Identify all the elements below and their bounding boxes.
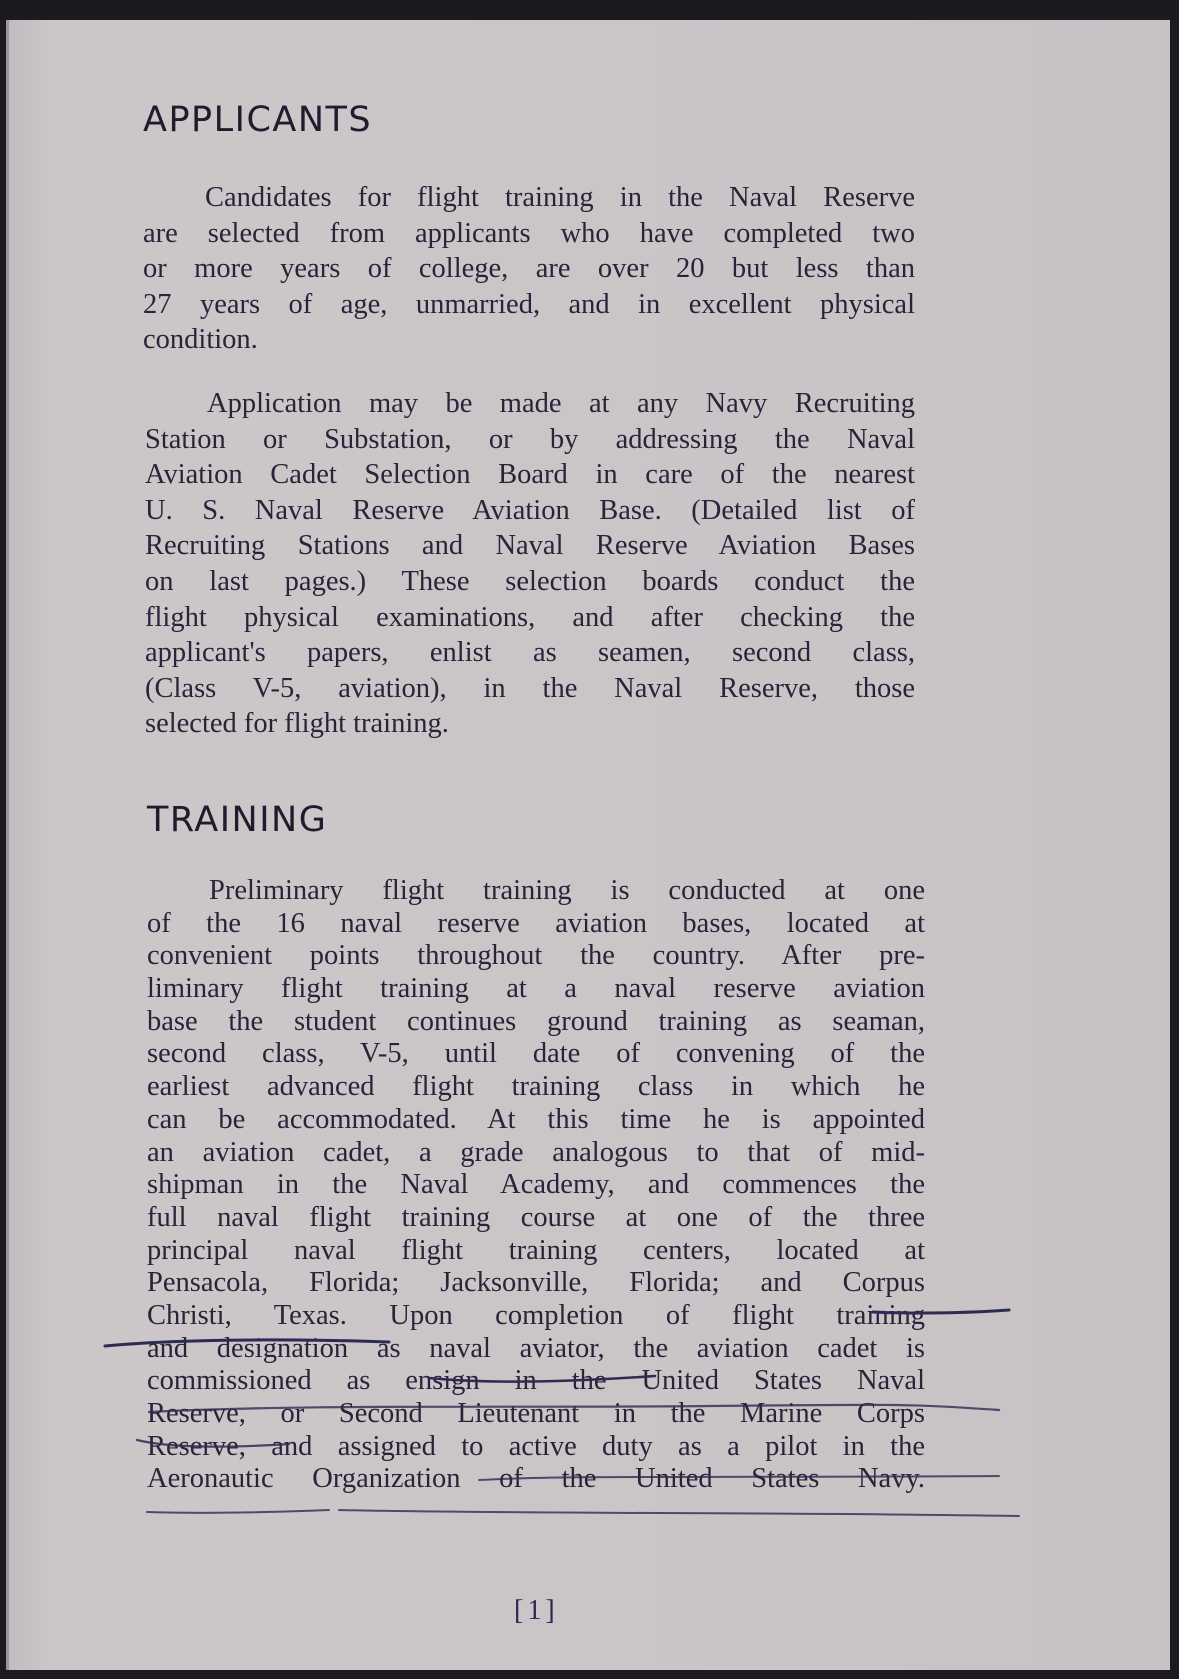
text-line: Reserve, or Second Lieutenant in the Marine Corps: [147, 1398, 925, 1429]
text-line: are selected from applicants who have completed two: [143, 217, 915, 249]
text-line: Reserve, and assigned to active duty as a pilot in the: [147, 1430, 925, 1462]
text-line: U. S. Naval Reserve Aviation Base. (Detailed list of: [145, 494, 915, 526]
text-line: and designation as naval aviator, the aviation cadet is: [147, 1332, 925, 1364]
text-line: Aeronautic Organization of the United States Navy.: [147, 1463, 925, 1495]
text-line: Preliminary flight training is conducted at one: [209, 875, 925, 906]
training-paragraph-1: [147, 875, 925, 1496]
applicants-paragraph-1: [143, 180, 915, 358]
text-line: an aviation cadet, a grade analogous to that of mid-: [147, 1136, 925, 1168]
text-line: Aviation Cadet Selection Board in care of the nearest: [145, 459, 915, 491]
text-line: principal naval flight training centers, located at: [147, 1234, 925, 1266]
text-line: Pensacola, Florida; Jacksonville, Florida; and Corpus: [147, 1267, 925, 1299]
text-line: on last pages.) These selection boards conduct the: [145, 565, 915, 597]
text-line: flight physical examinations, and after checking the: [145, 601, 915, 633]
text-line: applicant's papers, enlist as seamen, second class,: [145, 637, 915, 669]
text-line: Christi, Texas. Upon completion of flight training: [147, 1299, 925, 1331]
text-line: second class, V-5, until date of convening of the: [147, 1038, 925, 1070]
text-line: base the student continues ground training as seaman,: [147, 1005, 925, 1037]
text-line: shipman in the Naval Academy, and commences the: [147, 1169, 925, 1201]
text-line: or more years of college, are over 20 but less than: [143, 253, 915, 285]
section-heading-applicants: APPLICANTS: [143, 100, 373, 140]
text-line: commissioned as ensign in the United States Naval: [147, 1365, 925, 1397]
text-line: can be accommodated. At this time he is appointed: [147, 1103, 925, 1135]
underline-organization-navy: [339, 1510, 1019, 1516]
text-line: liminary flight training at a naval reserve aviation: [147, 973, 925, 1005]
text-line: Recruiting Stations and Naval Reserve Aviation Bases: [145, 530, 915, 562]
underline-aeronautic: [147, 1510, 329, 1513]
text-line: of the 16 naval reserve aviation bases, located at: [147, 907, 925, 939]
document-page: [6, 20, 1170, 1670]
text-line: convenient points throughout the country. After pre-: [147, 940, 925, 972]
text-line: (Class V-5, aviation), in the Naval Reserve, those: [145, 672, 915, 704]
page-number: [1]: [514, 1595, 559, 1626]
text-line: Application may be made at any Navy Recruiting: [207, 388, 915, 419]
text-line: Candidates for flight training in the Naval Reserve: [205, 182, 915, 213]
text-line: Station or Substation, or by addressing the Naval: [145, 423, 915, 455]
text-line: full naval flight training course at one of the three: [147, 1201, 925, 1233]
section-heading-training: TRAINING: [147, 800, 328, 840]
text-line: earliest advanced flight training class in which he: [147, 1071, 925, 1103]
text-line: selected for flight training.: [145, 708, 449, 740]
text-line: 27 years of age, unmarried, and in excellent physical: [143, 288, 915, 320]
applicants-paragraph-2: [145, 386, 915, 742]
text-line: condition.: [143, 324, 258, 356]
